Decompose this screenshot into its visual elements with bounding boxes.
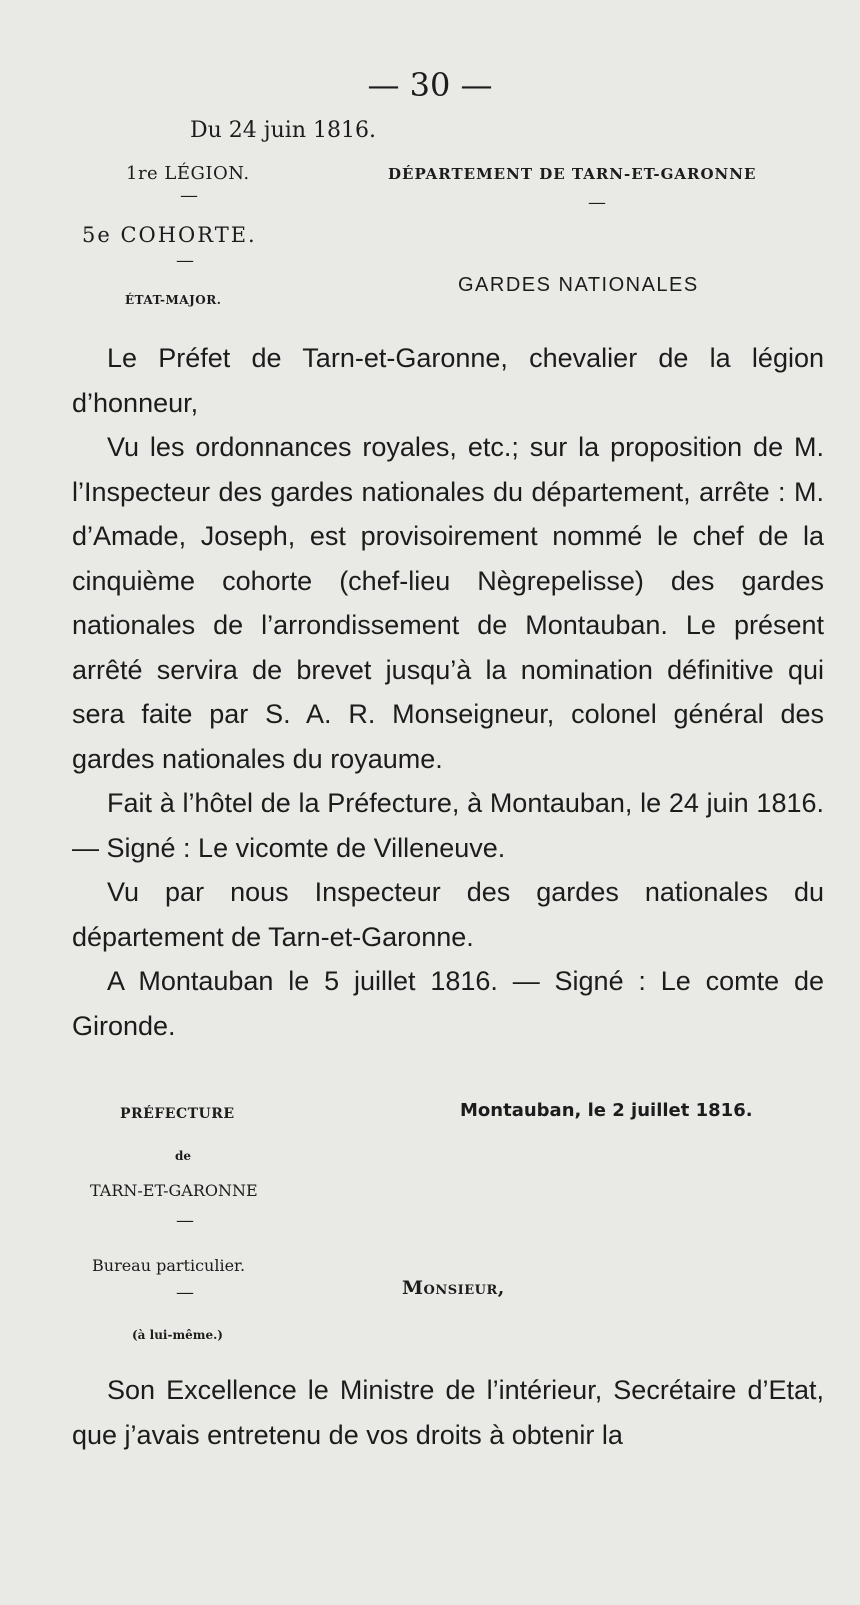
tarn-label: TARN-ET-GARONNE xyxy=(90,1181,258,1200)
paragraph: Vu par nous Inspecteur des gardes nationales du département de Tarn-et-Garonne. xyxy=(72,877,824,952)
divider-dash: — xyxy=(176,250,194,271)
decree-text xyxy=(72,336,824,1048)
divider-dash: — xyxy=(176,1282,194,1303)
de-label: de xyxy=(175,1149,192,1163)
legion-label: 1re LÉGION. xyxy=(126,163,250,184)
page-number: — 30 — xyxy=(367,66,493,104)
paragraph: Son Excellence le Ministre de l’intérieur, Secrétaire d’Etat, que j’avais entretenu de vos droits à obtenir la xyxy=(72,1375,824,1450)
paragraph: A Montauban le 5 juillet 1816. — Signé : Le comte de Gironde. xyxy=(72,966,824,1041)
paragraph: Vu les ordonnances royales, etc.; sur la proposition de M. l’Inspecteur des gardes nationales du département, arrête : M. d’Amade, Joseph, est provisoirement nommé le chef de la cinquième cohorte (chef-lieu Nègrepelisse) des gardes nationales de l’arrondissement de Montauban. Le présent arrêté servira de brevet jusqu’à la nomination définitive qui sera faite par S. A. R. Monseigneur, colonel général des gardes nationales du royaume. xyxy=(72,432,824,774)
lui-meme-label: (à lui-même.) xyxy=(132,1328,223,1342)
etat-major-label: ÉTAT-MAJOR. xyxy=(125,293,222,307)
gardes-nationales-heading: GARDES NATIONALES xyxy=(458,274,699,296)
department-heading: DÉPARTEMENT DE TARN-ET-GARONNE xyxy=(388,165,757,183)
divider-dash: — xyxy=(588,192,606,213)
letter-place-date: Montauban, le 2 juillet 1816. xyxy=(460,1100,753,1121)
letter-text xyxy=(72,1368,824,1457)
paragraph: Le Préfet de Tarn-et-Garonne, chevalier de la légion d’honneur, xyxy=(72,343,824,418)
prefecture-label: PRÉFECTURE xyxy=(120,1106,235,1122)
divider-dash: — xyxy=(180,185,198,206)
bureau-label: Bureau particulier. xyxy=(92,1256,246,1275)
cohorte-label: 5e COHORTE. xyxy=(82,223,257,247)
date-line: Du 24 juin 1816. xyxy=(190,118,376,143)
paragraph: Fait à l’hôtel de la Préfecture, à Montauban, le 24 juin 1816. — Signé : Le vicomte de Villeneuve. xyxy=(72,788,824,863)
divider-dash: — xyxy=(176,1210,194,1231)
letter-salutation: Monsieur, xyxy=(402,1277,505,1299)
